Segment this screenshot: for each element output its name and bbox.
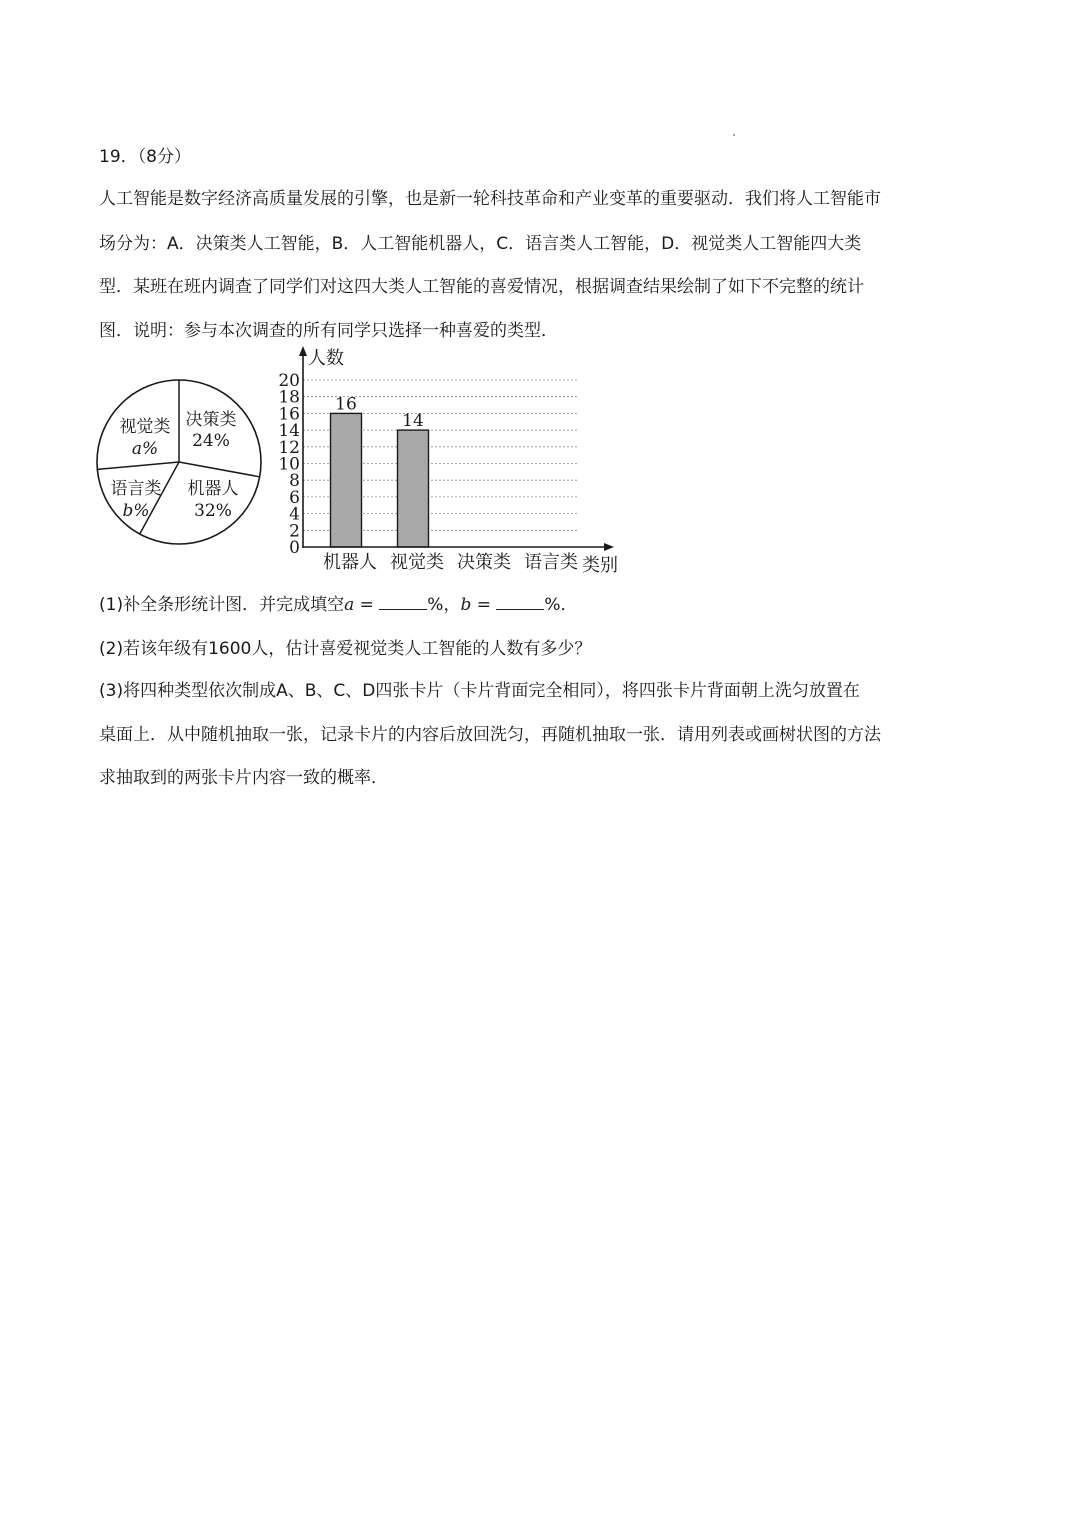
bar-机器人	[331, 413, 362, 547]
intro-line-1: 人工智能是数字经济高质量发展的引擎，也是新一轮科技革命和产业变革的重要驱动．我们将人工智能市	[99, 189, 881, 209]
y-tick-14: 14	[278, 421, 300, 442]
blank-a[interactable]	[379, 595, 427, 610]
pie-label-decision: 决策类	[185, 410, 237, 430]
pie-value-language: b%	[122, 501, 150, 521]
pct-sep: %，	[427, 595, 461, 615]
x-axis-label: 类别	[582, 555, 618, 576]
part1-line	[99, 590, 989, 615]
pie-label-language: 语言类	[110, 479, 162, 499]
part3-line-3: 求抽取到的两张卡片内容一致的概率．	[99, 768, 388, 788]
y-tick-2: 2	[289, 521, 300, 542]
intro-line-4: 图．说明：参与本次调查的所有同学只选择一种喜爱的类型．	[99, 321, 558, 341]
blank-b[interactable]	[496, 595, 544, 610]
pie-label-visual: 视觉类	[119, 417, 171, 437]
pie-divider-1	[179, 462, 260, 477]
y-tick-6: 6	[289, 487, 300, 508]
eq-b: =	[471, 595, 497, 615]
x-category-决策类: 决策类	[457, 552, 511, 573]
part1-end: %．	[544, 595, 578, 615]
y-tick-0: 0	[289, 538, 300, 558]
y-tick-4: 4	[289, 504, 300, 525]
stray-dot	[733, 134, 735, 136]
bar-chart	[278, 342, 638, 577]
bar-data-label-视觉类: 14	[402, 411, 424, 432]
pie-label-robot: 机器人	[187, 479, 239, 499]
eq-a: =	[354, 595, 380, 615]
y-tick-10: 10	[278, 454, 300, 475]
bar-视觉类	[398, 430, 429, 547]
y-axis-label: 人数	[308, 348, 344, 369]
x-category-视觉类: 视觉类	[390, 552, 444, 573]
x-category-机器人: 机器人	[323, 552, 377, 573]
pie-value-visual: a%	[131, 439, 159, 459]
part3-line-2: 桌面上．从中随机抽取一张，记录卡片的内容后放回洗匀，再随机抽取一张．请用列表或画树状图的方法	[99, 725, 881, 745]
bar-y-ticks	[278, 371, 300, 558]
y-tick-12: 12	[278, 437, 300, 458]
bar-category-labels	[323, 552, 578, 573]
intro-line-2: 场分为：A．决策类人工智能，B．人工智能机器人，C．语言类人工智能，D．视觉类人工智能四大类	[99, 234, 862, 254]
y-tick-16: 16	[278, 404, 300, 425]
x-axis-arrow	[604, 543, 614, 551]
bar-bars	[331, 394, 429, 547]
bar-data-label-机器人: 16	[335, 394, 357, 415]
pie-chart	[89, 372, 269, 552]
pie-value-robot: 32%	[194, 501, 232, 521]
var-b: b	[460, 595, 472, 615]
part3-line-1: (3)将四种类型依次制成A、B、C、D四张卡片（卡片背面完全相同），将四张卡片背面朝上洗匀放置在	[99, 681, 860, 701]
y-tick-8: 8	[289, 471, 300, 492]
intro-line-3: 型．某班在班内调查了同学们对这四大类人工智能的喜爱情况，根据调查结果绘制了如下不完整的统计	[99, 277, 864, 297]
part2-line: (2)若该年级有1600人，估计喜爱视觉类人工智能的人数有多少？	[99, 639, 592, 659]
question-number: 19．（8分）	[99, 147, 191, 167]
y-tick-20: 20	[278, 371, 300, 391]
y-axis-arrow	[299, 346, 307, 356]
part1-prefix: (1)补全条形统计图．并完成填空	[99, 595, 345, 615]
pie-divider-3	[97, 462, 179, 469]
x-category-语言类: 语言类	[524, 552, 578, 573]
var-a: a	[344, 595, 355, 615]
pie-value-decision: 24%	[192, 431, 230, 451]
y-tick-18: 18	[278, 387, 300, 408]
